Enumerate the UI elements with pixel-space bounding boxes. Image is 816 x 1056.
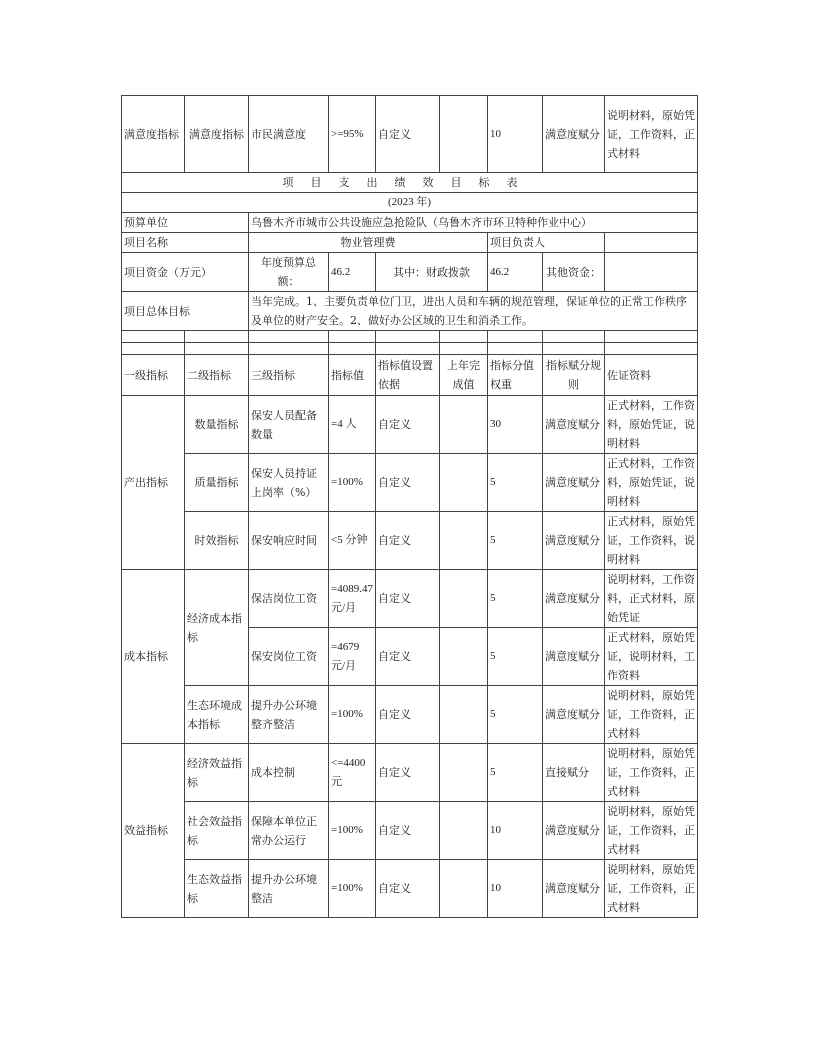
- cell-l1: 成本指标: [122, 570, 185, 744]
- cell-proof: 说明材料，原始凭证，工作资料，正式材料: [605, 96, 698, 173]
- table-row: [122, 686, 698, 744]
- cell-basis: 自定义: [376, 860, 440, 918]
- other-value: [605, 253, 698, 292]
- annual-label: 年度预算总额：: [249, 253, 329, 292]
- unit-label: 预算单位: [122, 213, 249, 233]
- cell-l3: 保安人员持证上岗率（%）: [249, 454, 329, 512]
- cell-l3: 保安响应时间: [249, 512, 329, 570]
- cell-value: =4089.47 元/月: [329, 570, 376, 628]
- spacer-row: [122, 331, 698, 343]
- cell-l1: 满意度指标: [122, 96, 185, 173]
- cell-l2: 质量指标: [185, 454, 249, 512]
- cell-value: =100%: [329, 802, 376, 860]
- table-row: [122, 96, 698, 173]
- year-row: [122, 193, 698, 213]
- cell-l3: 保障本单位正常办公运行: [249, 802, 329, 860]
- cell-l3: 保洁岗位工资: [249, 570, 329, 628]
- cell-basis: 自定义: [376, 628, 440, 686]
- cell-weight: 5: [488, 744, 543, 802]
- cell-rule: 满意度赋分: [543, 860, 605, 918]
- cell-rule: 满意度赋分: [543, 686, 605, 744]
- cell-weight: 5: [488, 628, 543, 686]
- cell-prev: [440, 860, 488, 918]
- doc-title: 项目支出绩效目标表: [122, 173, 698, 193]
- fiscal-label: 其中：财政拨款: [376, 253, 488, 292]
- cell-basis: 自定义: [376, 512, 440, 570]
- goal-value: 当年完成。1、主要负责单位门卫，进出人员和车辆的规范管理，保证单位的正常工作秩序及单位的财产安全。2、做好办公区域的卫生和消杀工作。: [249, 292, 698, 331]
- cell-rule: 满意度赋分: [543, 802, 605, 860]
- table-row: [122, 570, 698, 628]
- cell-l2: 时效指标: [185, 512, 249, 570]
- name-row: [122, 233, 698, 253]
- cell-rule: 满意度赋分: [543, 628, 605, 686]
- cell-l2: 生态效益指标: [185, 860, 249, 918]
- name-label: 项目名称: [122, 233, 249, 253]
- cell-proof: 说明材料，原始凭证，工作资料，正式材料: [605, 860, 698, 918]
- table-row: [122, 454, 698, 512]
- cell-weight: 10: [488, 860, 543, 918]
- unit-value: 乌鲁木齐市城市公共设施应急抢险队（乌鲁木齐市环卫特种作业中心）: [249, 213, 698, 233]
- cell-proof: 说明材料，工作资料，正式材料，原始凭证: [605, 570, 698, 628]
- cell-l2: 生态环境成本指标: [185, 686, 249, 744]
- cell-proof: 说明材料，原始凭证，工作资料，正式材料: [605, 744, 698, 802]
- cell-weight: 5: [488, 454, 543, 512]
- cell-prev: [440, 686, 488, 744]
- cell-value: <5 分钟: [329, 512, 376, 570]
- cell-prev: [440, 512, 488, 570]
- cell-weight: 5: [488, 512, 543, 570]
- cell-basis: 自定义: [376, 96, 440, 173]
- cell-prev: [440, 396, 488, 454]
- leader-label: 项目负责人: [488, 233, 605, 253]
- cell-rule: 满意度赋分: [543, 454, 605, 512]
- other-label: 其他资金：: [543, 253, 605, 292]
- table-row: [122, 512, 698, 570]
- spacer-row: [122, 343, 698, 355]
- header-cell: 二级指标: [185, 355, 249, 396]
- cell-proof: 正式材料，原始凭证，工作资料，说明材料: [605, 512, 698, 570]
- cell-value: =4679 元/月: [329, 628, 376, 686]
- cell-l3: 市民满意度: [249, 96, 329, 173]
- leader-value: [605, 233, 698, 253]
- cell-weight: 5: [488, 686, 543, 744]
- cell-l1: 效益指标: [122, 744, 185, 918]
- cell-prev: [440, 570, 488, 628]
- cell-proof: 正式材料，工作资料，原始凭证，说明材料: [605, 454, 698, 512]
- cell-proof: 说明材料，原始凭证，工作资料，正式材料: [605, 802, 698, 860]
- header-cell: 佐证资料: [605, 355, 698, 396]
- cell-rule: 满意度赋分: [543, 570, 605, 628]
- goal-row: [122, 292, 698, 331]
- cell-value: =100%: [329, 454, 376, 512]
- cell-basis: 自定义: [376, 802, 440, 860]
- table-row: [122, 744, 698, 802]
- annual-value: 46.2: [329, 253, 376, 292]
- header-cell: 指标值: [329, 355, 376, 396]
- goal-label: 项目总体目标: [122, 292, 249, 331]
- unit-row: [122, 213, 698, 233]
- name-value: 物业管理费: [249, 233, 488, 253]
- cell-weight: 10: [488, 802, 543, 860]
- cell-l1: 产出指标: [122, 396, 185, 570]
- cell-prev: [440, 96, 488, 173]
- cell-l2: 数量指标: [185, 396, 249, 454]
- cell-basis: 自定义: [376, 744, 440, 802]
- header-cell: 上年完成值: [440, 355, 488, 396]
- cell-proof: 说明材料，原始凭证，工作资料，正式材料: [605, 686, 698, 744]
- cell-rule: 满意度赋分: [543, 96, 605, 173]
- fiscal-value: 46.2: [488, 253, 543, 292]
- header-row: [122, 355, 698, 396]
- cell-l2: 经济成本指标: [185, 570, 249, 686]
- cell-weight: 5: [488, 570, 543, 628]
- cell-basis: 自定义: [376, 396, 440, 454]
- cell-weight: 10: [488, 96, 543, 173]
- cell-prev: [440, 454, 488, 512]
- cell-l3: 保安岗位工资: [249, 628, 329, 686]
- doc-year: (2023 年): [122, 193, 698, 213]
- cell-l3: 提升办公环境整洁: [249, 860, 329, 918]
- cell-basis: 自定义: [376, 570, 440, 628]
- header-cell: 一级指标: [122, 355, 185, 396]
- cell-basis: 自定义: [376, 454, 440, 512]
- cell-l2: 经济效益指标: [185, 744, 249, 802]
- header-cell: 指标值设置依据: [376, 355, 440, 396]
- cell-weight: 30: [488, 396, 543, 454]
- cell-rule: 满意度赋分: [543, 512, 605, 570]
- cell-proof: 正式材料，工作资料，原始凭证，说明材料: [605, 396, 698, 454]
- cell-value: >=95%: [329, 96, 376, 173]
- header-cell: 三级指标: [249, 355, 329, 396]
- performance-table: [121, 95, 698, 918]
- cell-prev: [440, 802, 488, 860]
- cell-rule: 满意度赋分: [543, 396, 605, 454]
- cell-value: =100%: [329, 686, 376, 744]
- cell-prev: [440, 628, 488, 686]
- cell-l2: 社会效益指标: [185, 802, 249, 860]
- cell-rule: 直接赋分: [543, 744, 605, 802]
- fund-label: 项目资金（万元）: [122, 253, 249, 292]
- cell-value: =4 人: [329, 396, 376, 454]
- cell-l2: 满意度指标: [185, 96, 249, 173]
- cell-proof: 正式材料，原始凭证，说明材料，工作资料: [605, 628, 698, 686]
- cell-value: <=4400 元: [329, 744, 376, 802]
- document-page: [121, 95, 697, 918]
- fund-row: [122, 253, 698, 292]
- title-row: [122, 173, 698, 193]
- cell-value: =100%: [329, 860, 376, 918]
- cell-basis: 自定义: [376, 686, 440, 744]
- table-row: [122, 802, 698, 860]
- cell-l3: 保安人员配备数量: [249, 396, 329, 454]
- cell-l3: 成本控制: [249, 744, 329, 802]
- header-cell: 指标分值权重: [488, 355, 543, 396]
- table-row: [122, 396, 698, 454]
- cell-l3: 提升办公环境整齐整洁: [249, 686, 329, 744]
- cell-prev: [440, 744, 488, 802]
- table-row: [122, 860, 698, 918]
- header-cell: 指标赋分规则: [543, 355, 605, 396]
